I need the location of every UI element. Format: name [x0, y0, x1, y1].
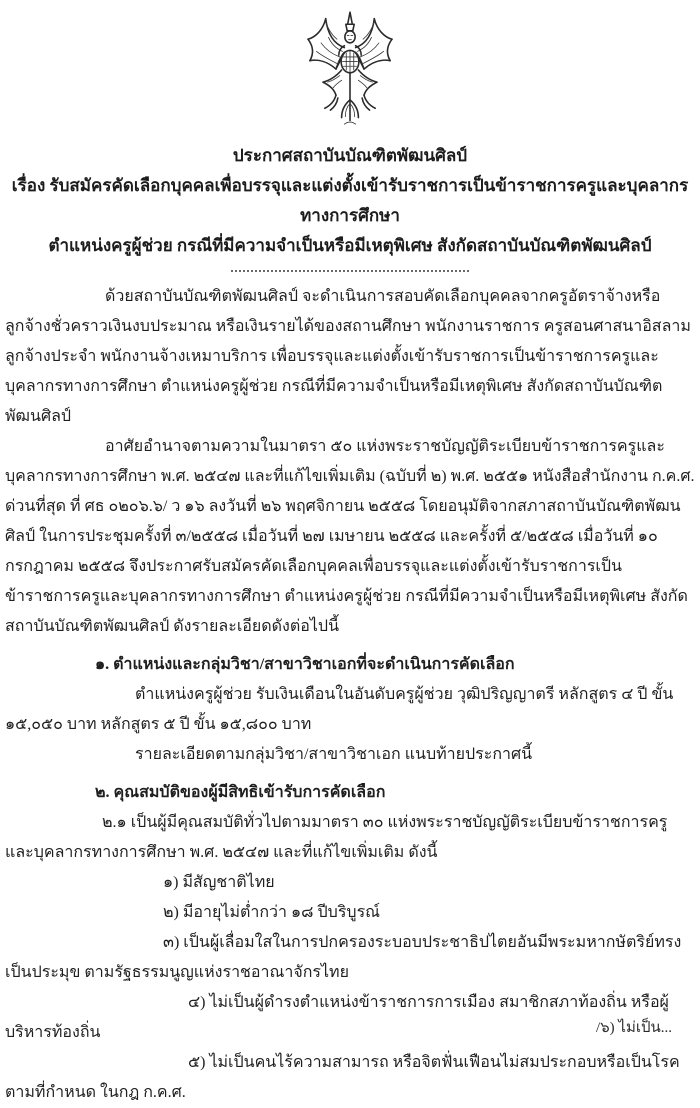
document-title-block	[0, 141, 700, 261]
garuda-emblem-icon	[294, 10, 406, 130]
qualification-item-5: ๕) ไม่เป็นคนไร้ความสามารถ หรือจิตฟั่นเฟือนไม่สมประกอบหรือเป็นโรคตามที่กำหนด ในกฎ ก.ค.ศ.	[5, 1054, 680, 1101]
clause-2-1: ๒.๑ เป็นผู้มีคุณสมบัติทั่วไปตามมาตรา ๓๐ แห่งพระราชบัญญัติระเบียบข้าราชการครูและบุคลากรทางการศึกษา พ.ศ. ๒๕๔๗ และที่แก้ไขเพิ่มเติม ดังนี้	[5, 814, 668, 861]
announcement-title-line1: ประกาศสถาบันบัณฑิตพัฒนศิลป์	[232, 146, 468, 165]
dotted-divider	[231, 270, 469, 272]
intro-paragraph: ด้วยสถาบันบัณฑิตพัฒนศิลป์ จะดำเนินการสอบคัดเลือกบุคคลจากครูอัตราจ้างหรือลูกจ้างชั่วคราวเงินงบประมาณ หรือเงินรายได้ของสถานศึกษา พนักงานราชการ ครูสอนศาสนาอิสลาม ลูกจ้างประจำ พนักงานจ้างเหมาบริการ เพื่อบรรจุและแต่งตั้งเข้ารับราชการเป็นข้าราชการครูและบุคลากรทางการศึกษา ตำแหน่งครูผู้ช่วย กรณีที่มีความจำเป็นหรือมีเหตุพิเศษ สังกัดสถาบันบัณฑิตพัฒนศิลป์	[5, 288, 691, 425]
section-1-paragraph-detail: รายละเอียดตามกลุ่มวิชา/สาขาวิชาเอก แนบท้ายประกาศนี้	[135, 746, 533, 763]
qualification-item-2: ๒) มีอายุไม่ต่ำกว่า ๑๘ ปีบริบูรณ์	[163, 904, 381, 921]
qualification-item-1: ๑) มีสัญชาติไทย	[163, 874, 275, 891]
qualification-item-4: ๔) ไม่เป็นผู้ดำรงตำแหน่งข้าราชการการเมือง สมาชิกสภาท้องถิ่น หรือผู้บริหารท้องถิ่น	[5, 994, 669, 1041]
section-1-paragraph-salary: ตำแหน่งครูผู้ช่วย รับเงินเดือนในอันดับครูผู้ช่วย วุฒิปริญญาตรี หลักสูตร ๔ ปี ขั้น ๑๕,๐๕๐ บาท หลักสูตร ๕ ปี ขั้น ๑๕,๘๐๐ บาท	[5, 686, 674, 733]
document-body	[0, 282, 700, 1108]
section-2-heading: ๒. คุณสมบัติของผู้มีสิทธิเข้ารับการคัดเลือก	[95, 784, 386, 801]
announcement-title-line2: เรื่อง รับสมัครคัดเลือกบุคคลเพื่อบรรจุและแต่งตั้งเข้ารับราชการเป็นข้าราชการครูและบุคลากรทางการศึกษา	[11, 176, 689, 225]
authority-paragraph: อาศัยอำนาจตามความในมาตรา ๕๐ แห่งพระราชบัญญัติระเบียบข้าราชการครูและบุคลากรทางการศึกษา พ.ศ. ๒๕๔๗ และที่แก้ไขเพิ่มเติม (ฉบับที่ ๒) พ.ศ. ๒๕๕๑ หนังสือสำนักงาน ก.ค.ศ. ด่วนที่สุด ที่ ศธ ๐๒๐๖.๖/ ว ๑๖ ลงวันที่ ๒๖ พฤศจิกายน ๒๕๕๘ โดยอนุมัติจากสภาสถาบันบัณฑิตพัฒนศิลป์ ในการประชุมครั้งที่ ๓/๒๕๕๘ เมื่อวันที่ ๒๗ เมษายน ๒๕๕๘ และครั้งที่ ๕/๒๕๕๘ เมื่อวันที่ ๑๐ กรกฎาคม ๒๕๕๘ จึงประกาศรับสมัครคัดเลือกบุคคลเพื่อบรรจุและแต่งตั้งเข้ารับราชการเป็นข้าราชการครูและบุคลากรทางการศึกษา ตำแหน่งครูผู้ช่วย กรณีที่มีความจำเป็นหรือมีเหตุพิเศษ สังกัดสถาบันบัณฑิตพัฒนศิลป์ ดังรายละเอียดดังต่อไปนี้	[5, 438, 695, 635]
section-1-heading: ๑. ตำแหน่งและกลุ่มวิชา/สาขาวิชาเอกที่จะดำเนินการคัดเลือก	[95, 656, 515, 673]
emblem-container	[0, 0, 700, 135]
qualification-item-3: ๓) เป็นผู้เลื่อมใสในการปกครองระบอบประชาธิปไตยอันมีพระมหากษัตริย์ทรงเป็นประมุข ตามรัฐธรรมนูญแห่งราชอาณาจักรไทย	[5, 934, 682, 981]
page-continuation-marker: /๖) ไม่เป็น...	[595, 1020, 672, 1036]
announcement-title-line3: ตำแหน่งครูผู้ช่วย กรณีที่มีความจำเป็นหรือมีเหตุพิเศษ สังกัดสถาบันบัณฑิตพัฒนศิลป์	[48, 236, 652, 255]
